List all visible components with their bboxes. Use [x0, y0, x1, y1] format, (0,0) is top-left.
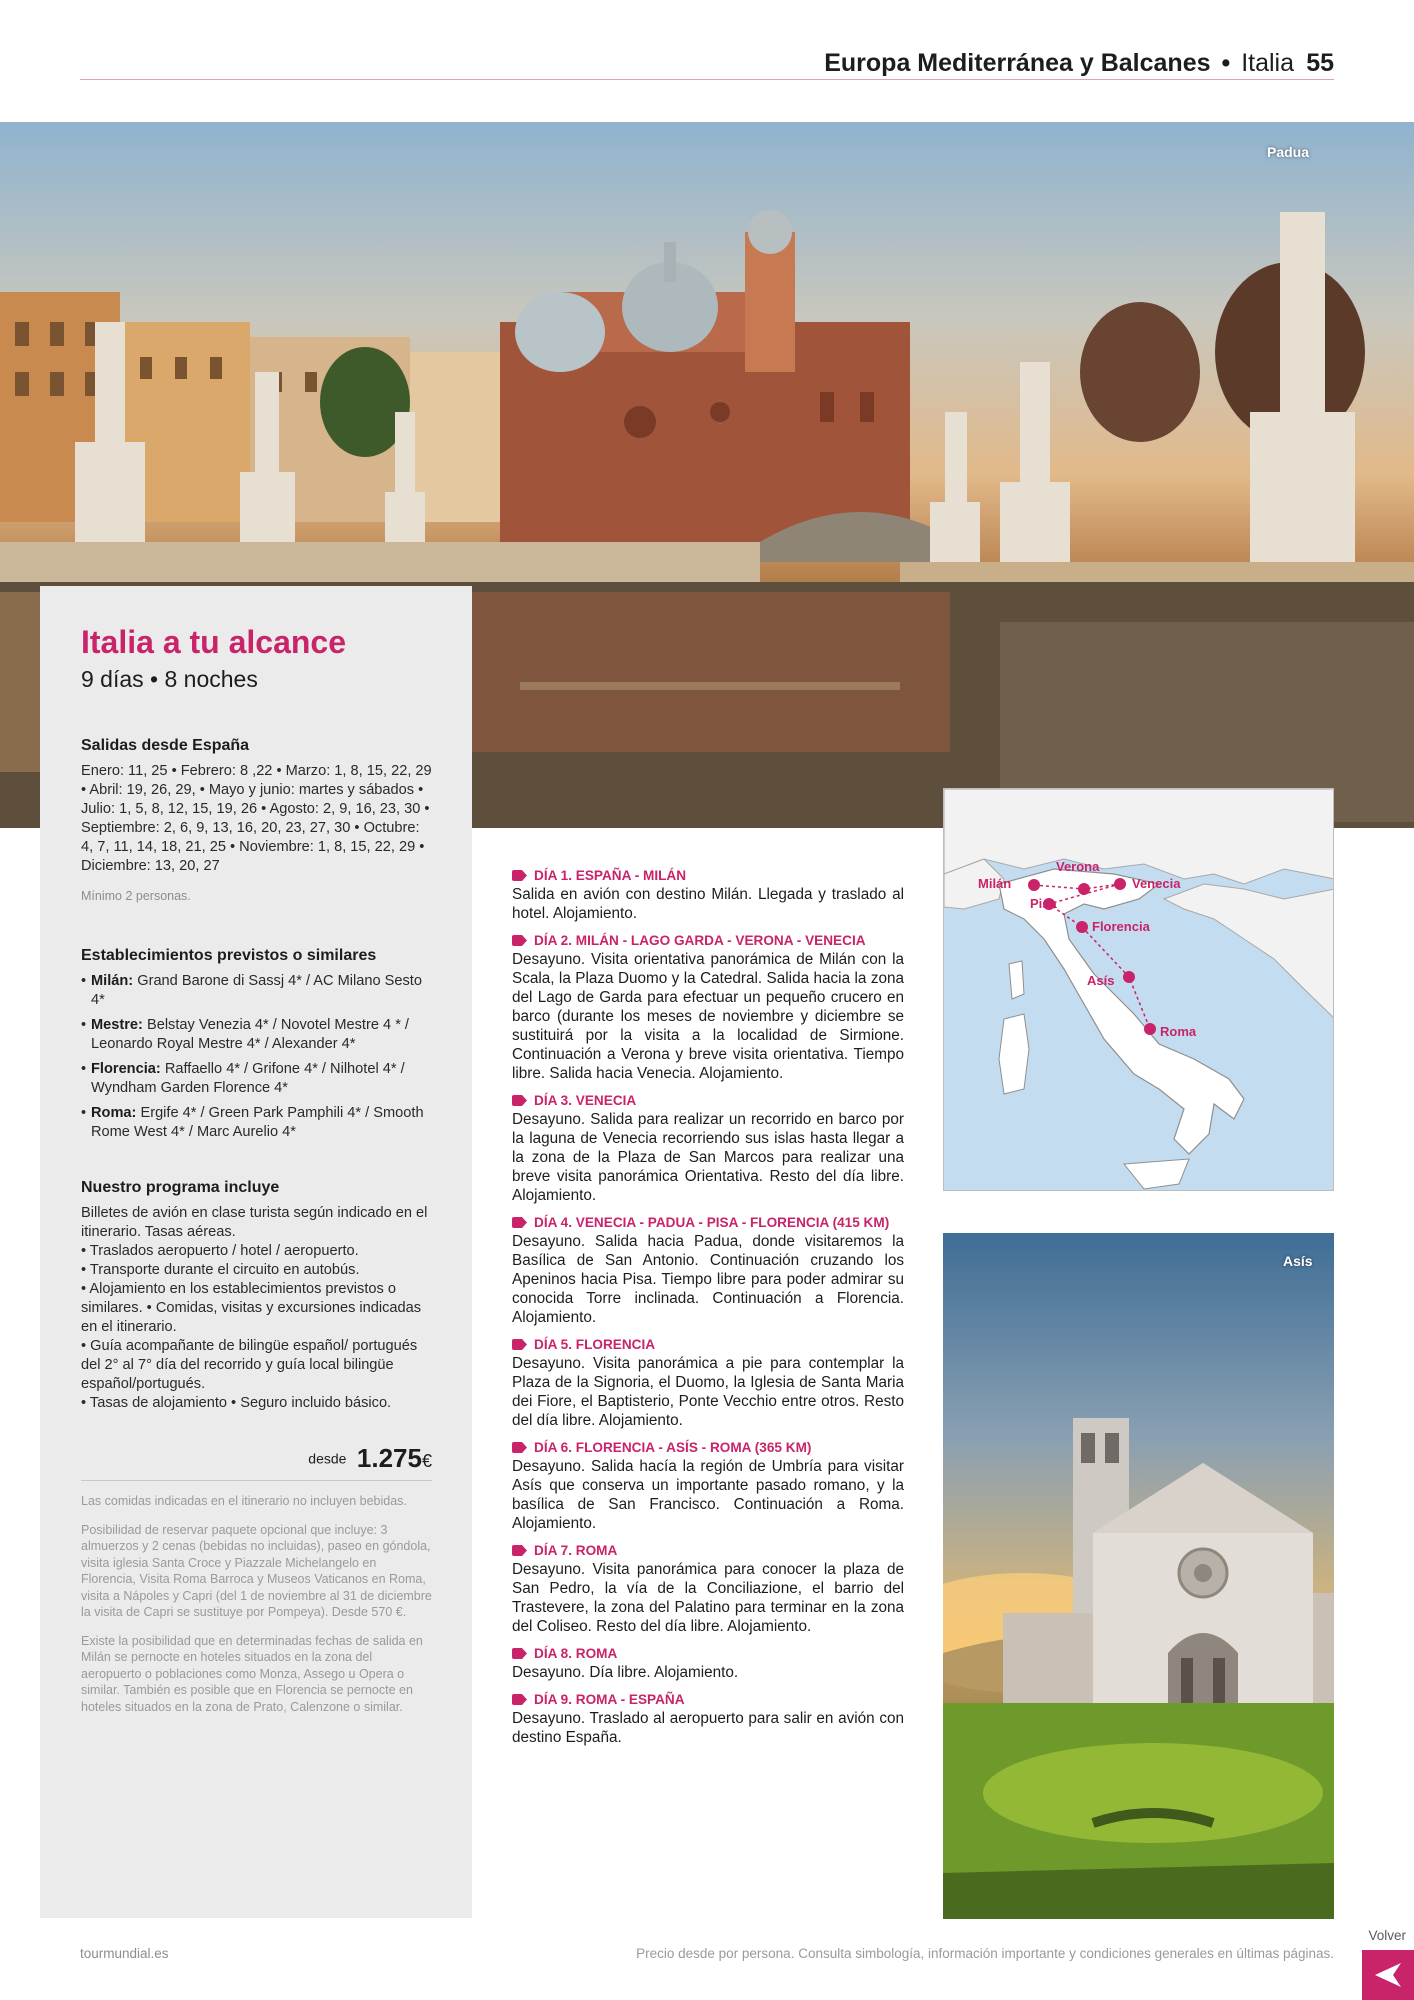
day-text: Desayuno. Visita orientativa panorámica de Milán con la Scala, la Plaza Duomo y la Catedral. Salida hacia la zona del Lago de Garda para efectuar un pequeño crucero en barco (durante los meses de noviembre y diciembre se sustituirá por la visita a la localidad de Sirmione. Continuación a Verona y breve visita orientativa. Tiempo libre. Salida hacia Venecia. Alojamiento. [512, 951, 904, 1082]
price-value [357, 1443, 432, 1473]
itinerary-day-3 [512, 1091, 904, 1205]
arrow-icon [512, 1545, 527, 1556]
map-label-asis: Asís [1087, 973, 1115, 988]
map-label-venecia: Venecia [1132, 876, 1181, 891]
note-hotels-location: Existe la posibilidad que en determinadas fechas de salida en Milán se pernocte en hoteles situados en la zona del aeropuerto o poblaciones como Monza, Assego u Opera o similar. También es posible que en Florencia se pernocte en hoteles situados en la zona de Prato, Calenzone o similar. [81, 1633, 423, 1714]
itinerary [512, 866, 904, 1755]
day-title [512, 1690, 904, 1709]
hotel-item-roma [81, 1104, 432, 1142]
website-link[interactable]: tourmundial.es [80, 1946, 169, 1961]
hotels-title: Establecimientos previstos o similares [81, 947, 377, 964]
departures-dates: Enero: 11, 25 • Febrero: 8 ,22 • Marzo: 1, 8, 15, 22, 29 • Abril: 19, 26, 29, • Mayo y junio: martes y sábados • Julio: 1, 5, 8, 12, 15, 19, 26 • Agosto: 2, 9, 16, 23, 30 • Septiembre: 2, 6, 9, 13, 16, 20, 23, 27, 30 • Octubre: 4, 7, 11, 14, 18, 21, 25 • Noviembre: 1, 8, 15, 22, 29 • Diciembre: 13, 20, 27 [81, 763, 432, 874]
section-heading [824, 46, 1294, 80]
assisi-photo [943, 1233, 1334, 1919]
map-label-pisa: Pisa [1030, 896, 1057, 911]
price-label: desde [308, 1450, 347, 1467]
hotel-names: Ergife 4* / Green Park Pamphili 4* / Smooth Rome West 4* / Marc Aurelio 4* [91, 1105, 424, 1140]
day-title-text: DÍA 5. FLORENCIA [534, 1337, 656, 1352]
day-title-text: DÍA 2. MILÁN - LAGO GARDA - VERONA - VENECIA [534, 933, 866, 948]
header-separator: • [1221, 49, 1231, 77]
price-amount: 1.275 [356, 1443, 422, 1473]
italy-map [944, 789, 1334, 1191]
back-label: Volver [1368, 1928, 1406, 1943]
day-title-text: DÍA 9. ROMA - ESPAÑA [534, 1692, 685, 1707]
price-row [81, 1443, 432, 1481]
includes-title: Nuestro programa incluye [81, 1179, 280, 1196]
includes-line: • Transporte durante el circuito en autobús. [81, 1262, 360, 1278]
page-number: 55 [1306, 49, 1334, 77]
day-text: Desayuno. Traslado al aeropuerto para salir en avión con destino España. [512, 1710, 904, 1746]
departures-title: Salidas desde España [81, 737, 250, 754]
includes-line: • Traslados aeropuerto / hotel / aeropuerto. [81, 1243, 359, 1259]
arrow-icon [512, 1648, 527, 1659]
includes-list [81, 1204, 432, 1413]
hotel-city: Mestre: [91, 1017, 143, 1033]
itinerary-day-9 [512, 1690, 904, 1747]
footer-disclaimer: Precio desde por persona. Consulta simbología, información importante y condiciones generales en últimas páginas. [636, 1946, 1334, 1961]
day-title-text: DÍA 3. VENECIA [534, 1093, 637, 1108]
trip-info-panel [40, 586, 472, 1918]
hotel-city: Milán: [91, 973, 134, 989]
itinerary-day-7 [512, 1541, 904, 1636]
day-title-text: DÍA 4. VENECIA - PADUA - PISA - FLORENCIA (415 KM) [534, 1215, 890, 1230]
day-title [512, 1438, 904, 1457]
day-text: Desayuno. Día libre. Alojamiento. [512, 1664, 739, 1681]
back-button[interactable] [1362, 1950, 1414, 2000]
header-subtitle: Italia [1241, 49, 1294, 77]
route-map [943, 788, 1334, 1191]
arrow-icon [512, 1694, 527, 1705]
day-title-text: DÍA 8. ROMA [534, 1646, 618, 1661]
trip-title: Italia a tu alcance [81, 624, 347, 660]
hotel-item-milan [81, 972, 432, 1010]
day-text: Desayuno. Salida hacia Padua, donde visitaremos la Basílica de San Antonio. Continuación cruzando los Apeninos hacia Pisa. Tiempo libre para poder admirar su conocida Torre inclinada. Continuación a Florencia. Alojamiento. [512, 1233, 904, 1326]
includes-line: Billetes de avión en clase turista según indicado en el itinerario. Tasas aéreas. [81, 1205, 428, 1240]
itinerary-day-8 [512, 1644, 904, 1682]
day-title [512, 1644, 904, 1663]
day-title-text: DÍA 7. ROMA [534, 1543, 618, 1558]
includes-line: • Tasas de alojamiento • Seguro incluido básico. [81, 1395, 392, 1411]
itinerary-day-5 [512, 1335, 904, 1430]
note-optional-package: Posibilidad de reservar paquete opcional que incluye: 3 almuerzos y 2 cenas (bebidas no incluidas), paseo en góndola, visita iglesia Santa Croce y Piazzale Michelangelo en Florencia, Visita Roma Barroca y Museos Vaticanos en Roma, visita a Nápoles y Capri (del 1 de noviembre al 31 de diciembre la visita de Capri se sustituye por Pompeya). Desde 570 €. [81, 1522, 432, 1619]
price-currency: € [421, 1451, 432, 1471]
hotel-item-mestre [81, 1016, 432, 1054]
arrow-icon [512, 1442, 527, 1453]
day-text: Desayuno. Salida para realizar un recorrido en barco por la laguna de Venecia recorriendo sus islas hasta llegar a la zona de la Plaza de San Marcos para realizar una breve visita panorámica Orientativa. Resto del día libre. Alojamiento. [512, 1111, 904, 1204]
day-text: Salida en avión con destino Milán. Llegada y traslado al hotel. Alojamiento. [512, 886, 904, 922]
hotel-list [81, 972, 432, 1142]
day-text: Desayuno. Visita panorámica para conocer la plaza de San Pedro, la vía de la Conciliazione, el barrio del Trastevere, la zona del Palatino para terminar en la zona del Coliseo. Resto del día libre. Alojamiento. [512, 1561, 904, 1635]
minimum-note: Mínimo 2 personas. [81, 889, 191, 903]
hotel-city: Roma: [91, 1105, 137, 1121]
note-meals: Las comidas indicadas en el itinerario no incluyen bebidas. [81, 1494, 407, 1508]
hotel-item-florencia [81, 1060, 432, 1098]
day-title-text: DÍA 6. FLORENCIA - ASÍS - ROMA (365 KM) [534, 1440, 812, 1455]
itinerary-day-1 [512, 866, 904, 923]
map-label-verona: Verona [1056, 859, 1100, 874]
back-arrow-icon [1375, 1963, 1401, 1987]
map-label-roma: Roma [1160, 1024, 1197, 1039]
day-title [512, 1541, 904, 1560]
header-title: Europa Mediterránea y Balcanes [824, 49, 1211, 77]
day-title [512, 1091, 904, 1110]
includes-line: • Alojamiento en los establecimientos previstos o similares. • Comidas, visitas y excursiones indicadas en el itinerario. [81, 1281, 422, 1335]
map-label-florencia: Florencia [1092, 919, 1150, 934]
itinerary-day-2 [512, 931, 904, 1083]
arrow-icon [512, 870, 527, 881]
trip-duration: 9 días • 8 noches [81, 666, 258, 692]
hotel-names: Raffaello 4* / Grifone 4* / Nilhotel 4* / Wyndham Garden Florence 4* [91, 1061, 405, 1096]
hero-caption: Padua [1267, 144, 1310, 160]
day-title [512, 1213, 904, 1232]
day-title [512, 931, 904, 950]
hotel-names: Grand Barone di Sassj 4* / AC Milano Sesto 4* [91, 973, 422, 1008]
itinerary-day-4 [512, 1213, 904, 1327]
day-text: Desayuno. Visita panorámica a pie para contemplar la Plaza de la Signoria, el Duomo, la Iglesia de Santa Maria dei Fiore, el Baptisterio, Ponte Vecchio entre otros. Resto del día libre. Alojamiento. [512, 1355, 904, 1429]
itinerary-day-6 [512, 1438, 904, 1533]
day-title-text: DÍA 1. ESPAÑA - MILÁN [534, 868, 687, 883]
hotel-names: Belstay Venezia 4* / Novotel Mestre 4 * / Leonardo Royal Mestre 4* / Alexander 4* [91, 1017, 409, 1052]
assisi-illustration [943, 1233, 1334, 1919]
page-header [80, 46, 1334, 80]
arrow-icon [512, 1095, 527, 1106]
arrow-icon [512, 935, 527, 946]
map-label-milan: Milán [978, 876, 1012, 891]
arrow-icon [512, 1217, 527, 1228]
day-text: Desayuno. Salida hacía la región de Umbría para visitar Asís que conserva un importante pasado romano, y la basílica de San Francisco. Continuación a Roma. Alojamiento. [512, 1458, 904, 1532]
hotel-city: Florencia: [91, 1061, 161, 1077]
arrow-icon [512, 1339, 527, 1350]
includes-line: • Guía acompañante de bilingüe español/ portugués del 2° al 7° día del recorrido y guía local bilingüe español/portugués. [81, 1338, 418, 1392]
day-title [512, 1335, 904, 1354]
assisi-caption: Asís [1283, 1253, 1313, 1269]
day-title [512, 866, 904, 885]
